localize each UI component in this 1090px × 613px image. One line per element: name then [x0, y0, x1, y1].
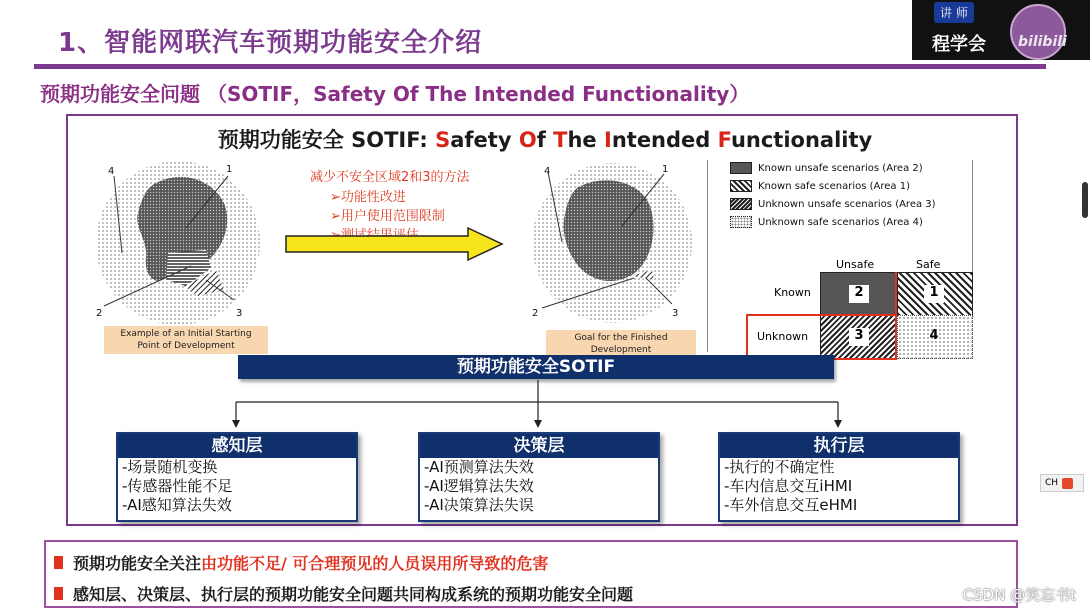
legend-item: Known unsafe scenarios (Area 2)	[730, 162, 936, 174]
lecturer-badge	[912, 0, 1090, 60]
left-label-3: 3	[236, 308, 243, 319]
right-label-4: 4	[544, 166, 551, 177]
layer-item: -执行的不确定性	[724, 458, 835, 476]
finished-caption	[546, 330, 696, 358]
method-item: ➢功能性改进	[330, 190, 406, 205]
layer-item: -车外信息交互eHMI	[724, 496, 858, 514]
layer-execution	[718, 432, 960, 522]
heading-letter-f: F	[717, 128, 731, 152]
heading-letter-t: T	[553, 128, 568, 152]
legend-item: Unknown safe scenarios (Area 4)	[730, 216, 936, 228]
initial-caption-line2: Point of Development	[137, 341, 235, 351]
legend	[730, 162, 936, 228]
summary-line-2: 感知层、决策层、执行层的预期功能安全问题共同构成系统的预期功能安全问题	[54, 582, 633, 605]
bullet-icon	[54, 556, 63, 569]
heading-word-ntended: ntended	[611, 128, 718, 152]
layer-title: 感知层	[118, 434, 356, 458]
connector-lines	[228, 378, 848, 430]
initial-caption-line1: Example of an Initial Starting	[120, 329, 252, 339]
csdn-watermark: CSDN @笑忘书t	[962, 586, 1076, 604]
initial-scenario-diagram	[86, 158, 276, 328]
method-title: 减少不安全区域2和3的方法	[310, 170, 470, 185]
layer-item: -AI决策算法失误	[424, 496, 534, 514]
heading-word-he: he	[567, 128, 604, 152]
method-item: ➢用户使用范围限制	[330, 209, 445, 224]
heading-prefix: 预期功能安全 SOTIF:	[217, 128, 436, 152]
unsafe-highlight-edge	[895, 272, 897, 360]
sotif-bar: 预期功能安全SOTIF	[238, 355, 834, 379]
page-title: 1、智能网联汽车预期功能安全介绍	[58, 28, 483, 58]
layer-perception	[116, 432, 358, 522]
layer-item: -AI逻辑算法失效	[424, 477, 534, 495]
school-seal-icon	[1010, 4, 1066, 60]
matrix-row-known: Known	[774, 286, 811, 299]
left-label-4: 4	[108, 166, 115, 177]
bullet-icon	[54, 587, 63, 600]
matrix-row-unknown: Unknown	[757, 330, 809, 343]
summary-line-1: 预期功能安全关注 由功能不足/ 可合理预见的人员误用所导致的危害	[54, 551, 548, 574]
matrix-col-safe: Safe	[916, 258, 941, 271]
swatch-diagonal	[730, 180, 752, 192]
layer-item: -车内信息交互iHMI	[724, 477, 853, 495]
finished-caption-line2: Development	[590, 345, 652, 355]
heading-letter-o: O	[518, 128, 537, 152]
left-label-1: 1	[226, 164, 233, 175]
heading-letter-i: I	[604, 128, 612, 152]
layer-decision	[418, 432, 660, 522]
scrollbar-thumb[interactable]	[1082, 182, 1088, 218]
heading-letter-s: S	[435, 128, 451, 152]
ime-s-icon	[1062, 478, 1073, 489]
right-label-2: 2	[532, 308, 539, 319]
left-label-2: 2	[96, 308, 103, 319]
heading-word-afety: afety	[450, 128, 519, 152]
ime-indicator[interactable]	[1040, 474, 1084, 492]
legend-item: Unknown unsafe scenarios (Area 3)	[730, 198, 936, 210]
heading-word-unctionality: unctionality	[730, 128, 873, 152]
panel-divider	[707, 160, 708, 352]
right-label-1: 1	[662, 164, 669, 175]
matrix-cell-2: 2	[820, 272, 898, 316]
finished-scenario-diagram	[522, 158, 702, 328]
lecturer-fragment: 程学会	[932, 34, 986, 55]
bilibili-logo: bilibili	[1018, 34, 1067, 50]
matrix-cell-1: 1	[897, 272, 973, 316]
heading-word-f: f	[536, 128, 554, 152]
layer-item: -场景随机变换	[122, 458, 218, 476]
matrix-cell-3: 3	[820, 315, 898, 359]
layer-title: 决策层	[420, 434, 658, 458]
unsafe-highlight-box	[746, 314, 896, 360]
diagram-heading	[0, 124, 1090, 154]
finished-caption-line1: Goal for the Finished	[574, 333, 668, 343]
layer-item: -AI预测算法失效	[424, 458, 534, 476]
matrix-cell-4: 4	[897, 315, 973, 359]
title-underline	[34, 64, 1046, 69]
layer-title: 执行层	[720, 434, 958, 458]
layer-item: -AI感知算法失效	[122, 496, 232, 514]
swatch-dense	[730, 162, 752, 174]
right-label-3: 3	[672, 308, 679, 319]
initial-caption	[104, 326, 268, 354]
swatch-cross	[730, 198, 752, 210]
layer-item: -传感器性能不足	[122, 477, 233, 495]
section-subtitle: 预期功能安全问题 （SOTIF，Safety Of The Intended Functionality）	[40, 82, 750, 106]
ime-ch-label: CH	[1045, 478, 1059, 488]
swatch-dots	[730, 216, 752, 228]
lecturer-tag: 讲 师	[934, 2, 974, 23]
matrix-col-unsafe: Unsafe	[836, 258, 875, 271]
arrow-right-icon	[284, 226, 506, 262]
legend-item: Known safe scenarios (Area 1)	[730, 180, 936, 192]
